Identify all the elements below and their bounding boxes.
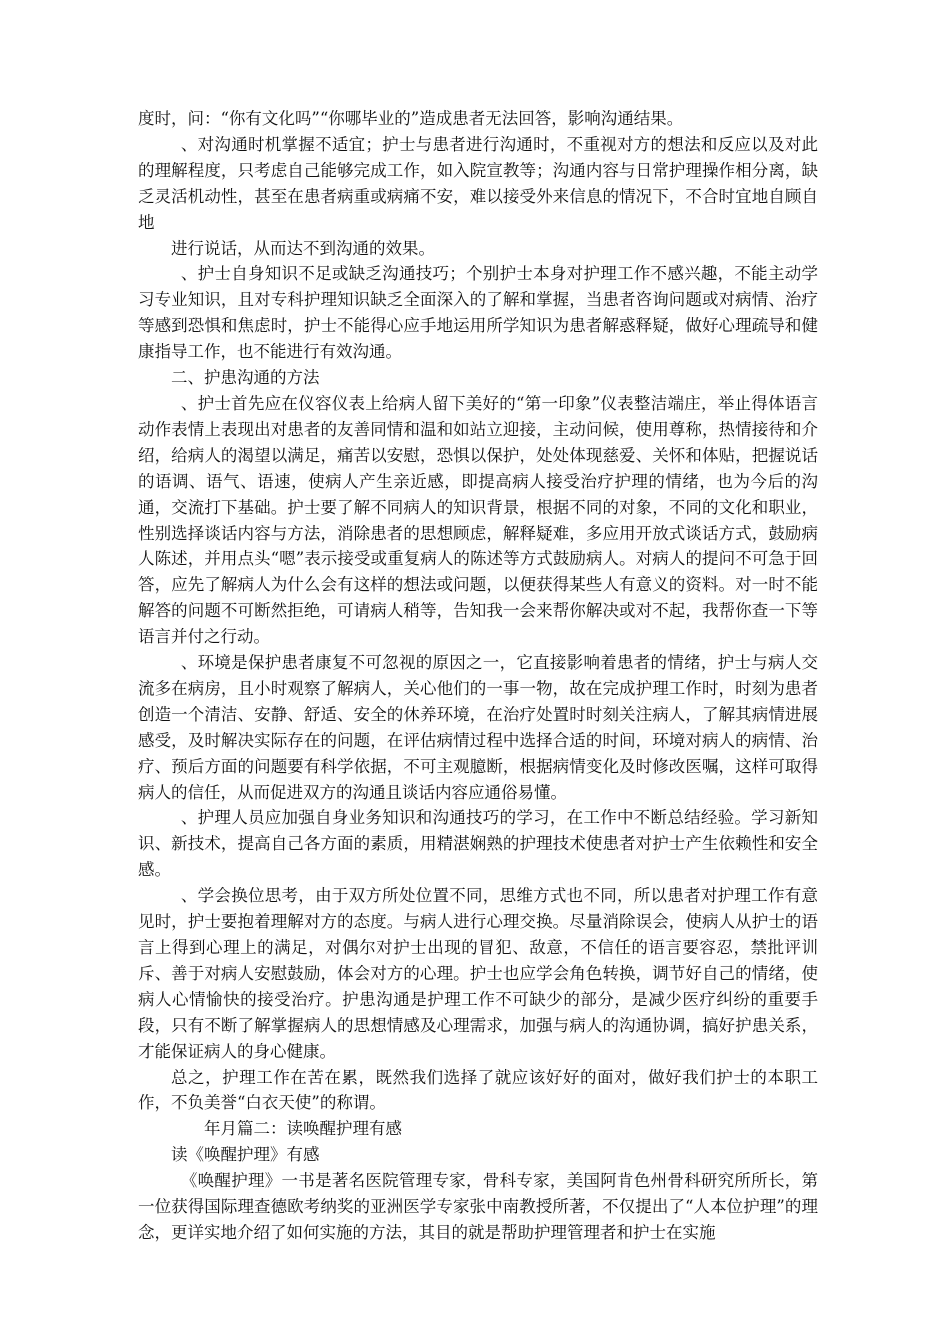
paragraph-1: 度时，问：“你有文化吗”“你哪毕业的”造成患者无法回答，影响沟通结果。 [138, 109, 684, 128]
paragraph-3: 进行说话，从而达不到沟通的效果。 [171, 238, 435, 258]
paragraph-8: 、学会换位思考，由于双方所处位置不同，思维方式也不同，所以患者对护理工作有意见时，护士要抱着理解对方的态度。与病人进行心理交换。尽量消除误会，使病人从护士的语言上得到心理上的满足，对偶尔对护士出现的冒犯、敌意，不信任的语言要容忍，禁批评训斥、善于对病人安慰鼓励，体会对方的心理。护士也应学会角色转换，调节好自己的情绪，使病人心情愉快的接受治疗。护患沟通是护理工作不可缺少的部分，是减少医疗纠纷的重要手段，只有不断了解掌握病人的思想情感及心理需求，加强与病人的沟通协调，搞好护患关系，才能保证病人的身心健康。 [138, 886, 818, 1061]
article-subtitle: 读《唤醒护理》有感 [171, 1145, 320, 1165]
section-heading: 二、护患沟通的方法 [171, 368, 320, 388]
document-page [138, 106, 818, 1246]
paragraph-7: 、护理人员应加强自身业务知识和沟通技巧的学习，在工作中不断总结经验。学习新知识、新技术，提高自己各方面的素质，用精湛娴熟的护理技术使患者对护士产生依赖性和安全感。 [138, 808, 818, 880]
paragraph-4: 、护士自身知识不足或缺乏沟通技巧；个别护士本身对护理工作不感兴趣，不能主动学习专业知识，且对专科护理知识缺乏全面深入的了解和掌握，当患者咨询问题或对病情、治疗等感到恐惧和焦虑时，护士不能得心应手地运用所学知识为患者解惑释疑，做好心理疏导和健康指导工作，也不能进行有效沟通。 [138, 264, 818, 362]
article-title: 年月篇二：读唤醒护理有感 [204, 1119, 402, 1139]
paragraph-10: 《唤醒护理》一书是著名医院管理专家，骨科专家，美国阿肯色州骨科研究所所长，第一位获得国际理查德欧考纳奖的亚洲医学专家张中南教授所著，不仅提出了“人本位护理”的理念，更详实地介绍了如何实施的方法，其目的就是帮助护理管理者和护士在实施 [138, 1171, 818, 1242]
paragraph-2: 、对沟通时机掌握不适宜；护士与患者进行沟通时，不重视对方的想法和反应以及对此的理解程度，只考虑自己能够完成工作，如入院宣教等；沟通内容与日常护理操作相分离，缺乏灵活机动性，甚至在患者病重或病痛不安，难以接受外来信息的情况下，不合时宜地自顾自地 [138, 134, 818, 232]
paragraph-9: 总之，护理工作在苦在累，既然我们选择了就应该好好的面对，做好我们护士的本职工作，不负美誉“白衣天使”的称谓。 [138, 1067, 818, 1113]
paragraph-6: 、环境是保护患者康复不可忽视的原因之一，它直接影响着患者的情绪，护士与病人交流多在病房，且小时观察了解病人，关心他们的一事一物，故在完成护理工作时，时刻为患者创造一个清洁、安静、舒适、安全的休养环境，在治疗处置时时刻关注病人，了解其病情进展感受，及时解决实际存在的问题，在评估病情过程中选择合适的时间，环境对病人的病情、治疗、预后方面的问题要有科学依据，不可主观臆断，根据病情变化及时修改医嘱，这样可取得病人的信任，从而促进双方的沟通且谈话内容应通俗易懂。 [138, 653, 818, 802]
paragraph-5: 、护士首先应在仪容仪表上给病人留下美好的“第一印象”仪表整洁端庄，举止得体语言动作表情上表现出对患者的友善同情和温和如站立迎接，主动问候，使用尊称，热情接待和介绍，给病人的渴望以满足，痛苦以安慰，恐惧以保护，处处体现慈爱、关怀和体贴，把握说话的语调、语气、语速，使病人产生亲近感，即提高病人接受治疗护理的情绪，也为今后的沟通，交流打下基础。护士要了解不同病人的知识背景，根据不同的对象，不同的文化和职业，性别选择谈话内容与方法，消除患者的思想顾虑，解释疑难，多应用开放式谈话方式，鼓励病人陈述，并用点头“嗯”表示接受或重复病人的陈述等方式鼓励病人。对病人的提问不可急于回答，应先了解病人为什么会有这样的想法或问题，以便获得某些人有意义的资料。对一时不能解答的问题不可断然拒绝，可请病人稍等，告知我一会来帮你解决或对不起，我帮你查一下等语言并付之行动。 [138, 393, 818, 647]
